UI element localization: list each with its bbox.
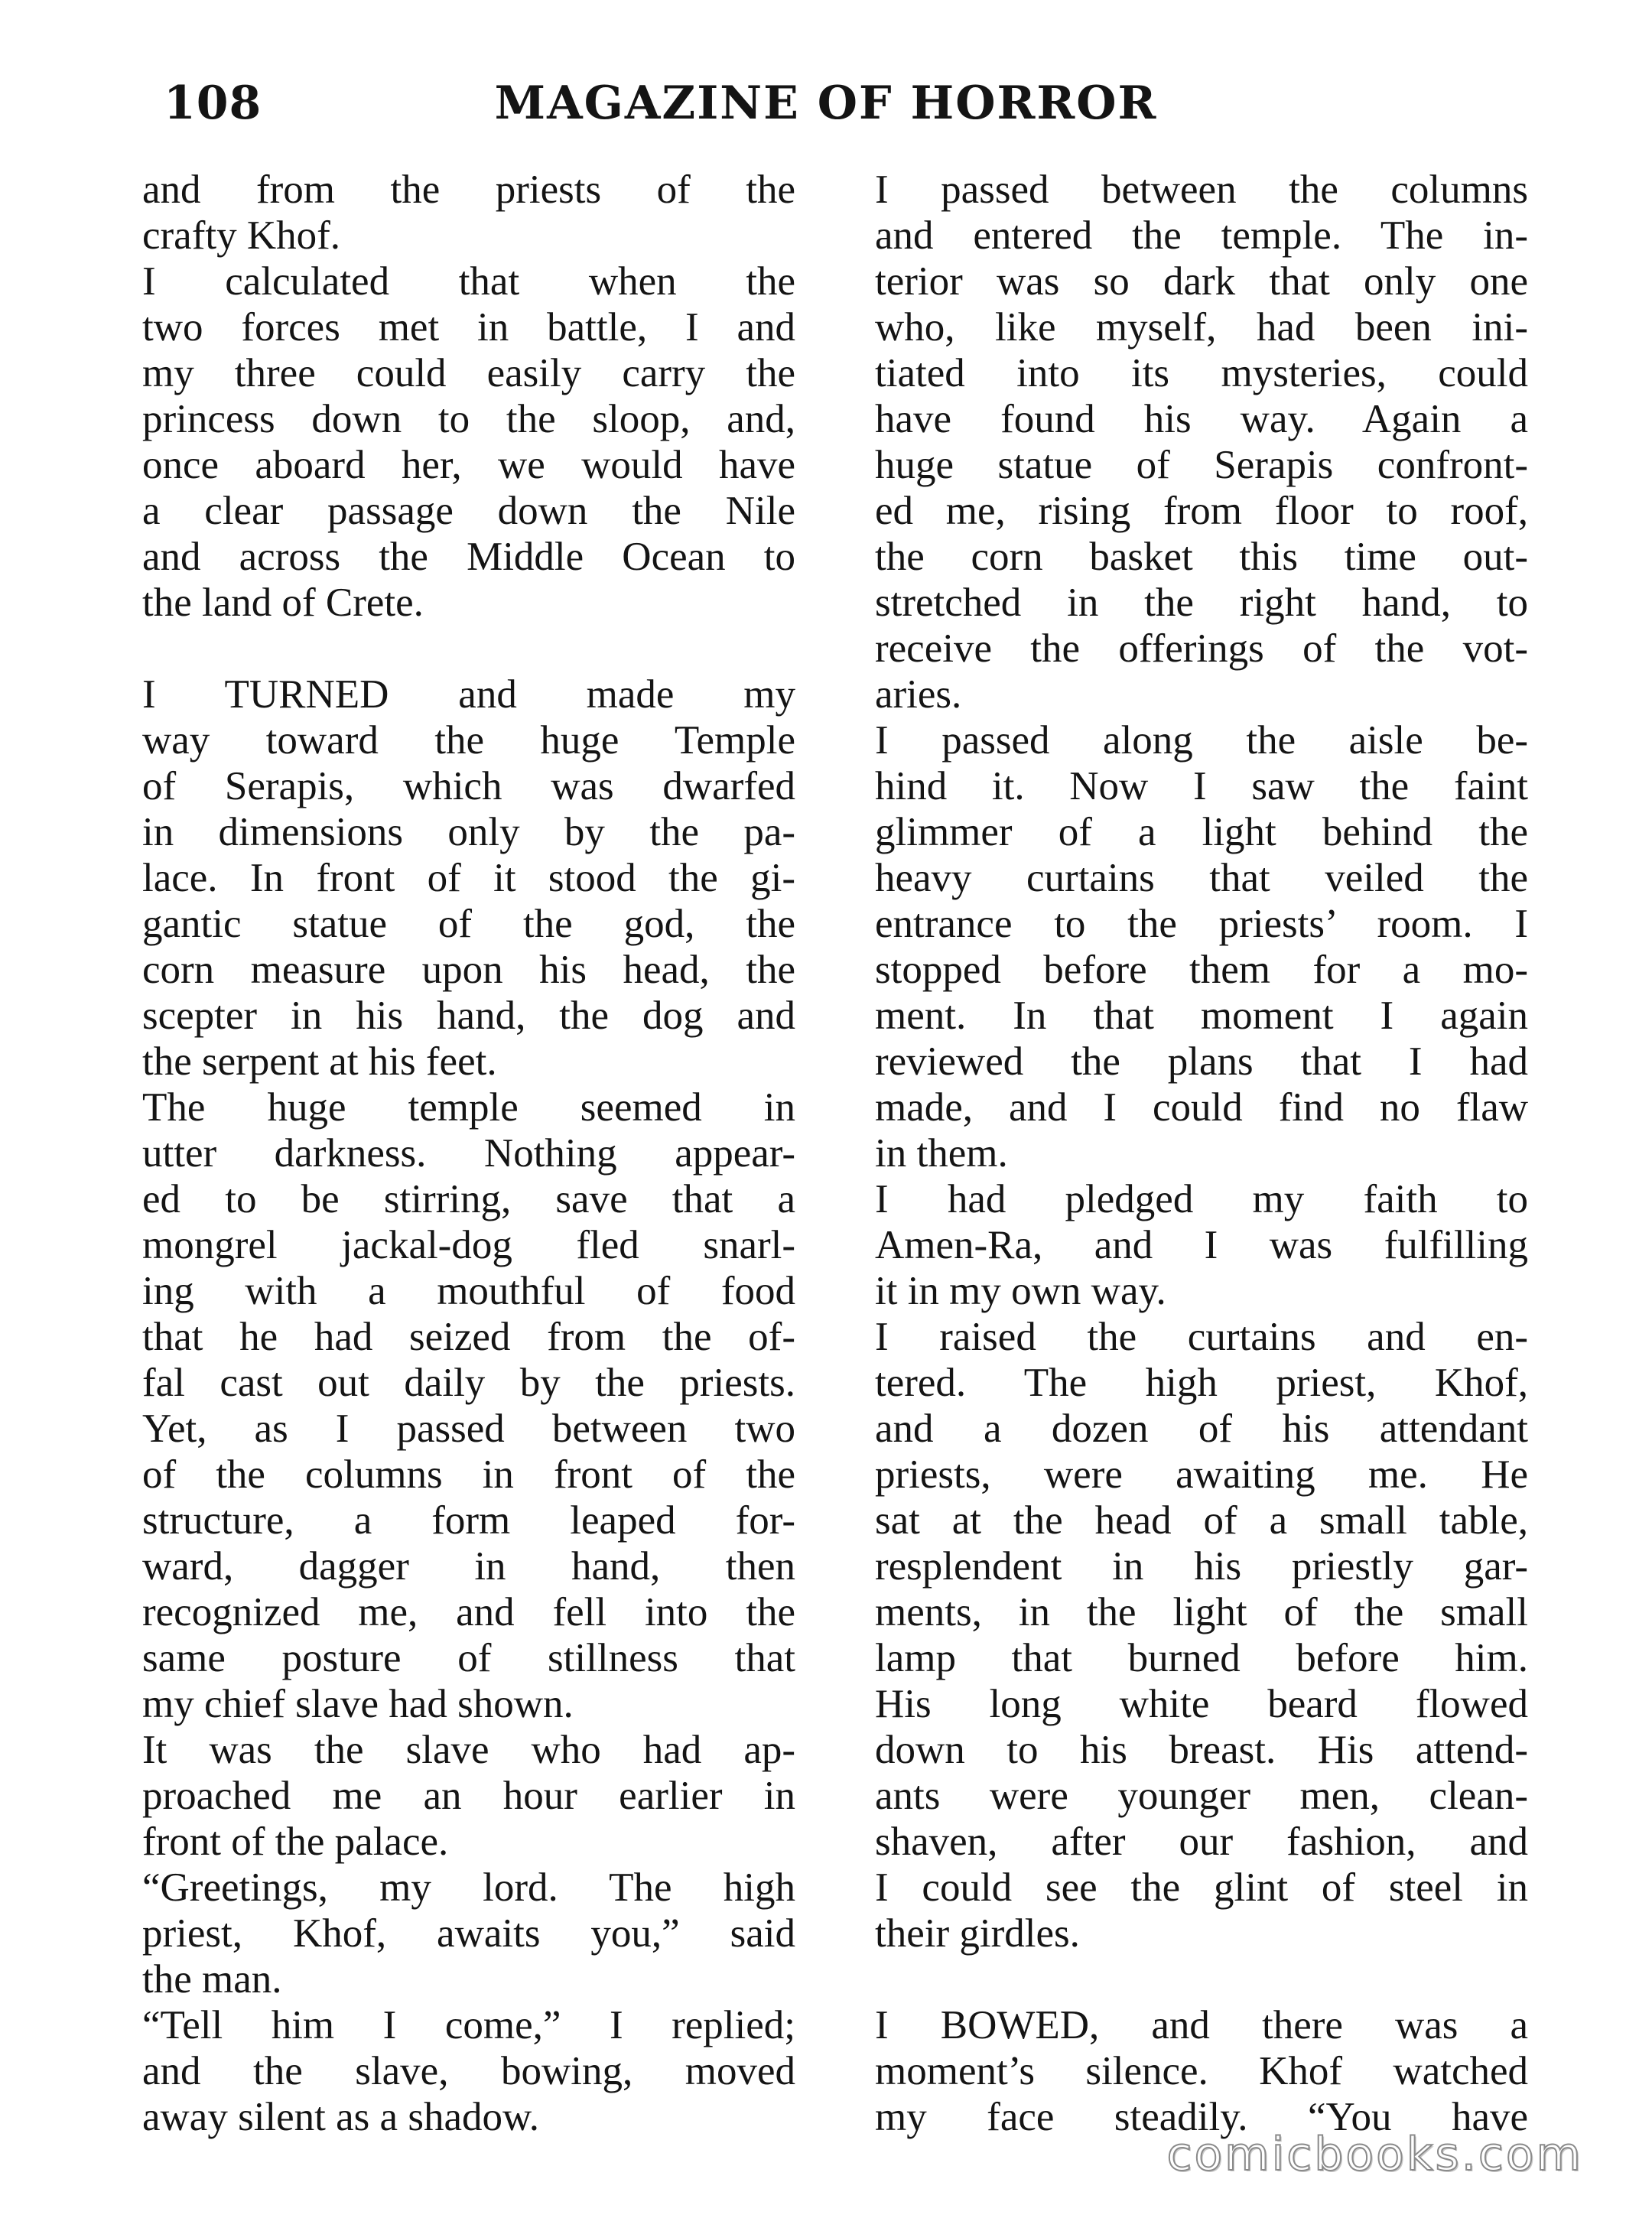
text-line: I calculated that when the xyxy=(142,259,795,304)
text-line: of Serapis, which was dwarfed xyxy=(142,764,795,808)
text-line: and the slave, bowing, moved xyxy=(142,2049,795,2093)
text-line: lamp that burned before him. xyxy=(875,1636,1528,1680)
text-line: I could see the glint of steel in xyxy=(875,1865,1528,1910)
text-column-left xyxy=(142,167,795,2140)
text-line: ed me, rising from floor to roof, xyxy=(875,489,1528,533)
text-line: the corn basket this time out- xyxy=(875,535,1528,579)
text-line: His long white beard flowed xyxy=(875,1682,1528,1726)
watermark: comicbooks.com xyxy=(1166,2128,1583,2181)
text-column-right xyxy=(875,167,1528,2140)
text-line: and entered the temple. The in- xyxy=(875,213,1528,258)
text-line: receive the offerings of the vot- xyxy=(875,626,1528,671)
text-line: away silent as a shadow. xyxy=(142,2095,540,2139)
text-line: lace. In front of it stood the gi- xyxy=(142,856,795,900)
text-line: two forces met in battle, I and xyxy=(142,305,795,350)
text-line: of the columns in front of the xyxy=(142,1452,795,1497)
text-line: recognized me, and fell into the xyxy=(142,1590,795,1634)
text-line: terior was so dark that only one xyxy=(875,259,1528,304)
text-line: sat at the head of a small table, xyxy=(875,1498,1528,1543)
text-line: front of the palace. xyxy=(142,1820,449,1864)
text-line: the land of Crete. xyxy=(142,581,424,625)
page-number: 108 xyxy=(164,76,262,130)
text-line: heavy curtains that veiled the xyxy=(875,856,1528,900)
text-line: that he had seized from the of- xyxy=(142,1315,795,1359)
text-line: utter darkness. Nothing appear- xyxy=(142,1131,795,1176)
text-line: “Greetings, my lord. The high xyxy=(142,1865,795,1910)
text-line: scepter in his hand, the dog and xyxy=(142,994,795,1038)
running-title: MAGAZINE OF HORROR xyxy=(494,76,1158,130)
text-line: aries. xyxy=(875,672,962,717)
text-line: I raised the curtains and en- xyxy=(875,1315,1528,1359)
text-line: I BOWED, and there was a xyxy=(875,2003,1528,2047)
text-line: I passed between the columns xyxy=(875,167,1528,212)
text-line: down to his breast. His attend- xyxy=(875,1728,1528,1772)
text-line: my face steadily. “You have xyxy=(875,2095,1528,2139)
text-line: Amen-Ra, and I was fulfilling xyxy=(875,1223,1528,1267)
text-line: stopped before them for a mo- xyxy=(875,948,1528,992)
text-line: hind it. Now I saw the faint xyxy=(875,764,1528,808)
section-gap xyxy=(875,1956,1528,2002)
text-line: The huge temple seemed in xyxy=(142,1085,795,1130)
text-line: a clear passage down the Nile xyxy=(142,489,795,533)
text-line: the serpent at his feet. xyxy=(142,1039,497,1084)
text-line: corn measure upon his head, the xyxy=(142,948,795,992)
text-line: huge statue of Serapis confront- xyxy=(875,443,1528,487)
text-line: tiated into its mysteries, could xyxy=(875,351,1528,395)
text-line: my chief slave had shown. xyxy=(142,1682,574,1726)
text-line: who, like myself, had been ini- xyxy=(875,305,1528,350)
text-line: “Tell him I come,” I replied; xyxy=(142,2003,795,2047)
text-line: in them. xyxy=(875,1131,1008,1176)
section-gap xyxy=(142,626,795,672)
text-line: I passed along the aisle be- xyxy=(875,718,1528,763)
text-line: ed to be stirring, save that a xyxy=(142,1177,795,1221)
text-line: their girdles. xyxy=(875,1911,1080,1956)
text-line: It was the slave who had ap- xyxy=(142,1728,795,1772)
text-line: ment. In that moment I again xyxy=(875,994,1528,1038)
text-line: ing with a mouthful of food xyxy=(142,1269,795,1313)
text-line: proached me an hour earlier in xyxy=(142,1774,795,1818)
text-line: structure, a form leaped for- xyxy=(142,1498,795,1543)
text-line: have found his way. Again a xyxy=(875,397,1528,441)
text-line: tered. The high priest, Khof, xyxy=(875,1361,1528,1405)
text-line: and from the priests of the xyxy=(142,167,795,212)
text-line: entrance to the priests’ room. I xyxy=(875,902,1528,946)
text-line: ward, dagger in hand, then xyxy=(142,1544,795,1589)
text-line: resplendent in his priestly gar- xyxy=(875,1544,1528,1589)
text-line: Yet, as I passed between two xyxy=(142,1407,795,1451)
text-line: the man. xyxy=(142,1957,282,2002)
text-line: shaven, after our fashion, and xyxy=(875,1820,1528,1864)
text-line: made, and I could find no flaw xyxy=(875,1085,1528,1130)
running-header xyxy=(142,76,1510,145)
text-line: way toward the huge Temple xyxy=(142,718,795,763)
text-line: and a dozen of his attendant xyxy=(875,1407,1528,1451)
text-line: once aboard her, we would have xyxy=(142,443,795,487)
text-line: fal cast out daily by the priests. xyxy=(142,1361,795,1405)
text-line: glimmer of a light behind the xyxy=(875,810,1528,854)
text-line: gantic statue of the god, the xyxy=(142,902,795,946)
text-line: ments, in the light of the small xyxy=(875,1590,1528,1634)
text-line: and across the Middle Ocean to xyxy=(142,535,795,579)
text-line: stretched in the right hand, to xyxy=(875,581,1528,625)
text-line: I TURNED and made my xyxy=(142,672,795,717)
text-line: reviewed the plans that I had xyxy=(875,1039,1528,1084)
text-line: same posture of stillness that xyxy=(142,1636,795,1680)
text-line: priest, Khof, awaits you,” said xyxy=(142,1911,795,1956)
text-line: mongrel jackal-dog fled snarl- xyxy=(142,1223,795,1267)
text-line: priests, were awaiting me. He xyxy=(875,1452,1528,1497)
text-line: crafty Khof. xyxy=(142,213,340,258)
text-line: ants were younger men, clean- xyxy=(875,1774,1528,1818)
text-line: princess down to the sloop, and, xyxy=(142,397,795,441)
text-line: moment’s silence. Khof watched xyxy=(875,2049,1528,2093)
text-line: in dimensions only by the pa- xyxy=(142,810,795,854)
text-line: my three could easily carry the xyxy=(142,351,795,395)
text-line: it in my own way. xyxy=(875,1269,1166,1313)
text-line: I had pledged my faith to xyxy=(875,1177,1528,1221)
